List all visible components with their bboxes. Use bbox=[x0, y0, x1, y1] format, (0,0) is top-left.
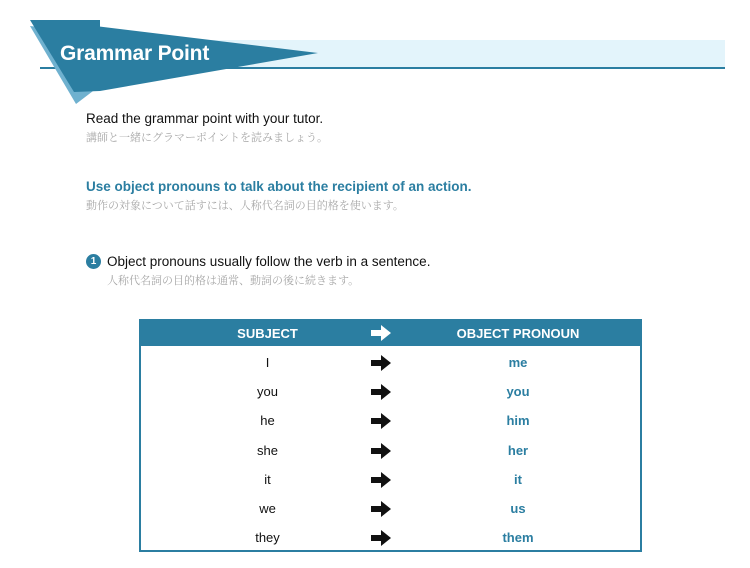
object-pronoun-cell: you bbox=[506, 384, 530, 400]
table-row bbox=[141, 523, 640, 552]
header-subject: SUBJECT bbox=[237, 326, 298, 341]
table-row bbox=[141, 348, 640, 377]
rule-japanese: 動作の対象について話すには、人称代名詞の目的格を使います。 bbox=[86, 199, 404, 212]
point-1-japanese: 人称代名詞の目的格は通常、動詞の後に続きます。 bbox=[107, 274, 360, 287]
point-1-section bbox=[107, 253, 430, 289]
right-arrow-icon bbox=[371, 501, 391, 517]
subject-cell: you bbox=[257, 384, 278, 400]
table-row bbox=[141, 377, 640, 406]
table-header bbox=[141, 321, 640, 346]
subject-cell: it bbox=[264, 471, 271, 487]
subject-cell: she bbox=[257, 442, 278, 458]
right-arrow-icon bbox=[371, 443, 391, 459]
rule-english: Use object pronouns to talk about the recipient of an action. bbox=[86, 179, 472, 194]
object-pronoun-cell: me bbox=[508, 355, 528, 370]
object-pronoun-cell: us bbox=[510, 501, 526, 516]
intro-english: Read the grammar point with your tutor. bbox=[86, 111, 324, 126]
subject-cell: he bbox=[260, 413, 275, 429]
rule-section bbox=[86, 178, 472, 214]
right-arrow-icon bbox=[371, 413, 391, 429]
grammar-point-banner bbox=[0, 0, 750, 110]
subject-cell: they bbox=[255, 530, 280, 546]
table-row bbox=[141, 494, 640, 523]
right-arrow-icon bbox=[371, 530, 391, 546]
right-arrow-icon bbox=[371, 384, 391, 400]
object-pronoun-cell: them bbox=[502, 530, 534, 546]
point-1-english: Object pronouns usually follow the verb in a sentence. bbox=[107, 254, 431, 269]
right-arrow-icon bbox=[371, 355, 391, 371]
object-pronoun-cell: her bbox=[507, 442, 529, 458]
pronoun-table bbox=[139, 319, 642, 552]
object-pronoun-cell: it bbox=[514, 471, 522, 487]
table-row bbox=[141, 436, 640, 465]
intro-section bbox=[86, 110, 328, 146]
right-arrow-icon bbox=[371, 325, 391, 341]
table-row bbox=[141, 465, 640, 494]
intro-japanese: 講師と一緒にグラマーポイントを読みましょう。 bbox=[86, 131, 328, 144]
page-title: Grammar Point bbox=[60, 42, 210, 65]
object-pronoun-cell: him bbox=[506, 413, 530, 429]
point-number-badge: 1 bbox=[86, 254, 101, 269]
subject-cell: I bbox=[265, 355, 270, 370]
header-object-pronoun: OBJECT PRONOUN bbox=[456, 326, 580, 341]
subject-cell: we bbox=[259, 501, 276, 516]
right-arrow-icon bbox=[371, 472, 391, 488]
table-row bbox=[141, 406, 640, 435]
